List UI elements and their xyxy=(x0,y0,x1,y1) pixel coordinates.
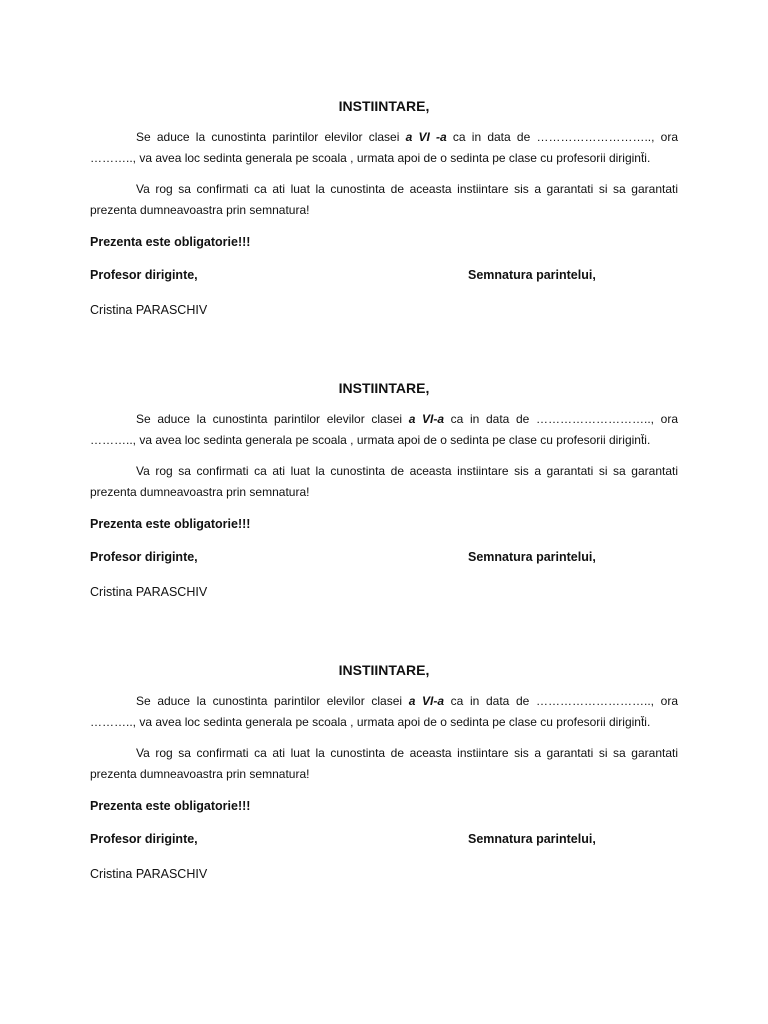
paragraph-text: ca in data de ……………………….., ora ……….., va avea loc sedinta generala pe scoala , urmata apoi de o sedinta pe clase cu profesorii dirigint̆i. xyxy=(90,412,678,447)
notice-paragraph-confirmation: Va rog sa confirmati ca ati luat la cunostinta de aceasta instiintare sis a garantati si sa garantati prezenta dumneavoastra prin semnatura! xyxy=(90,182,678,217)
teacher-name: Cristina PARASCHIV xyxy=(90,303,208,317)
notice-paragraph-meeting xyxy=(90,127,678,169)
signature-row xyxy=(90,548,678,566)
paragraph-text: ca in data de ……………………….., ora ……….., va avea loc sedinta generala pe scoala , urmata apoi de o sedinta pe clase cu profesorii dirigint̆i. xyxy=(90,694,678,729)
mandatory-notice: Prezenta este obligatorie!!! xyxy=(90,235,251,249)
mandatory-notice: Prezenta este obligatorie!!! xyxy=(90,799,251,813)
notice-3 xyxy=(90,661,678,883)
paragraph-text: ca in data de ……………………….., ora ……….., va avea loc sedinta generala pe scoala , urmata apoi de o sedinta pe clase cu profesorii dirigint̆i. xyxy=(90,130,679,165)
parent-signature-label: Semnatura parintelui, xyxy=(468,268,596,282)
class-name: a VI-a xyxy=(408,412,445,426)
paragraph-text: Se aduce la cunostinta parintilor elevilor clasei xyxy=(136,130,406,144)
mandatory-notice: Prezenta este obligatorie!!! xyxy=(90,517,251,531)
teacher-name: Cristina PARASCHIV xyxy=(90,585,208,599)
notice-title: INSTIINTARE, xyxy=(338,662,430,678)
notice-paragraph-confirmation: Va rog sa confirmati ca ati luat la cunostinta de aceasta instiintare sis a garantati si sa garantati prezenta dumneavoastra prin semnatura! xyxy=(90,746,678,781)
notice-paragraph-confirmation: Va rog sa confirmati ca ati luat la cunostinta de aceasta instiintare sis a garantati si sa garantati prezenta dumneavoastra prin semnatura! xyxy=(90,464,678,499)
paragraph-text: Se aduce la cunostinta parintilor elevilor clasei xyxy=(136,412,409,426)
teacher-label: Profesor diriginte, xyxy=(90,550,198,564)
class-name: a VI-a xyxy=(408,694,445,708)
notice-paragraph-meeting xyxy=(90,409,678,451)
notice-1 xyxy=(90,97,678,319)
teacher-name: Cristina PARASCHIV xyxy=(90,867,208,881)
notice-title: INSTIINTARE, xyxy=(338,380,430,396)
signature-row xyxy=(90,830,678,848)
teacher-label: Profesor diriginte, xyxy=(90,832,198,846)
notice-2 xyxy=(90,379,678,601)
parent-signature-label: Semnatura parintelui, xyxy=(468,832,596,846)
notice-paragraph-meeting xyxy=(90,691,678,733)
class-name: a VI -a xyxy=(405,130,447,144)
parent-signature-label: Semnatura parintelui, xyxy=(468,550,596,564)
notice-title: INSTIINTARE, xyxy=(338,98,430,114)
teacher-label: Profesor diriginte, xyxy=(90,268,198,282)
signature-row xyxy=(90,266,678,284)
paragraph-text: Se aduce la cunostinta parintilor elevilor clasei xyxy=(136,694,409,708)
